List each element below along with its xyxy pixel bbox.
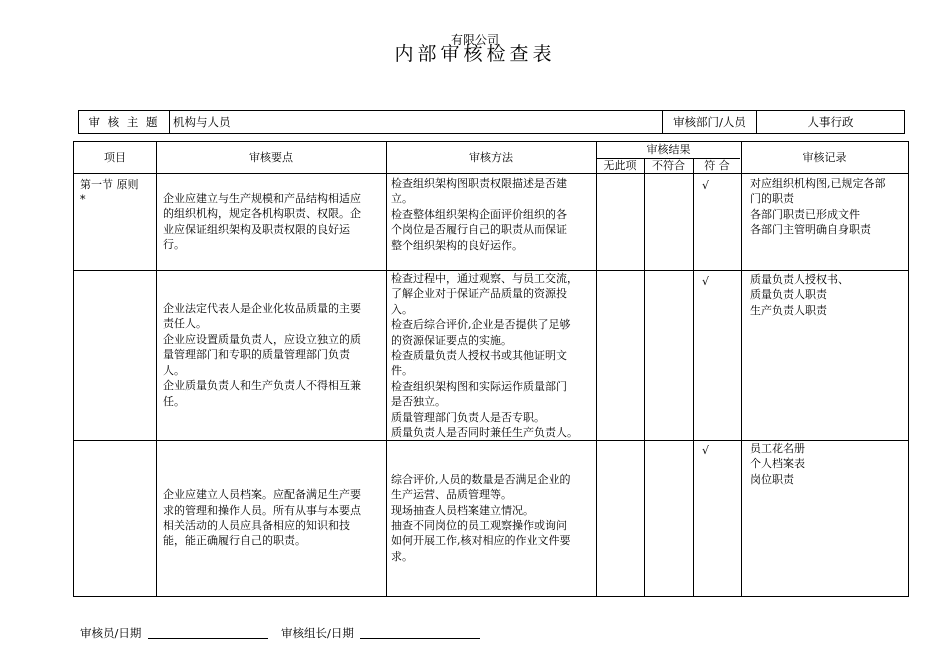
subject-row xyxy=(78,110,905,134)
col-divider xyxy=(693,158,694,596)
company-name: 有限公司 xyxy=(450,33,499,47)
row3-record: 员工花名册 个人档案表 岗位职责 xyxy=(750,442,805,486)
header-item: 项目 xyxy=(104,150,126,164)
col-divider xyxy=(156,142,157,596)
row1-pass-check: √ xyxy=(702,179,710,192)
header-result-none: 无此项 xyxy=(603,158,637,172)
col-divider xyxy=(386,142,387,596)
row1-item: 第一节 原则 * xyxy=(80,178,139,207)
auditor-signature-line[interactable] xyxy=(148,638,268,639)
leader-date-label: 审核组长/日期 xyxy=(281,626,354,640)
header-result-pass: 符 合 xyxy=(704,158,730,172)
col-divider xyxy=(741,142,742,596)
dept-value: 人事行政 xyxy=(807,115,854,129)
row2-pass-check: √ xyxy=(702,275,710,288)
row3-points xyxy=(163,440,385,596)
row2-method: 检查过程中，通过观察、与员工交流， 了解企业对于保证产品质量的资源投 入。 检查后综合评价,企业是否提供了足够 的资源保证要点的实施。 检查质量负责人授权书或其他证明文 件。 检查组织架构图和实际运作质量部门 是否独立。 质量管理部门负责人是否专职。 质量负责人是否同时兼任生产负责人。 xyxy=(391,272,578,440)
checklist-table xyxy=(73,141,909,597)
row3-pass-check: √ xyxy=(702,444,710,457)
auditor-date-label: 审核员/日期 xyxy=(80,626,142,640)
header-result-fail: 不符合 xyxy=(652,158,685,172)
row1-record: 对应组织机构图,已规定各部 门的职责 各部门职责已形成文件 各部门主管明确自身职责 xyxy=(750,177,886,237)
leader-signature-line[interactable] xyxy=(360,638,480,639)
col-divider xyxy=(644,158,645,596)
header-points: 审核要点 xyxy=(249,150,293,164)
row2-points-text: 企业法定代表人是企业化妆品质量的主要 责任人。 企业应设置质量负责人，应设立独立的质 量管理部门和专职的质量管理部门负责 人。 企业质量负责人和生产负责人不得相互兼 任。 xyxy=(163,302,361,408)
row2-points xyxy=(163,270,385,440)
header-method: 审核方法 xyxy=(469,150,513,164)
dept-label: 审核部门/人员 xyxy=(663,111,757,133)
document-title: 内部审核检查表 xyxy=(394,43,556,65)
header-result: 审核结果 xyxy=(646,143,691,156)
header-record: 审核记录 xyxy=(802,150,847,164)
subject-label: 审 核 主 题 xyxy=(79,111,170,133)
row1-method: 检查组织架构图职责权限描述是否建 立。 检查整体组织架构企面评价组织的各 个岗位是否履行自己的职责从而保证 整个组织架构的良好运作。 xyxy=(391,177,567,252)
row1-points xyxy=(163,173,385,270)
col-divider xyxy=(596,142,597,596)
row2-record: 质量负责人授权书、 质量负责人职责 生产负责人职责 xyxy=(750,273,849,317)
row3-method-text: 综合评价,人员的数量是否满足企业的 生产运营、品质管理等。 现场抽查人员档案建立情况。 抽查不同岗位的员工观察操作或询问 如何开展工作,核对相应的作业文件要 求。 xyxy=(391,472,571,563)
row3-points-text: 企业应建立人员档案。应配备满足生产要 求的管理和操作人员。所有从事与本要点 相关活动的人员应具备相应的知识和技 能，能正确履行自己的职责。 xyxy=(163,488,361,548)
row1-points-text: 企业应建立与生产规模和产品结构相适应 的组织机构，规定各机构职责、权限。企 业应保证组织架构及职责权限的良好运 行。 xyxy=(163,191,361,251)
subject-value: 机构与人员 xyxy=(170,111,663,133)
row3-method xyxy=(391,440,596,596)
